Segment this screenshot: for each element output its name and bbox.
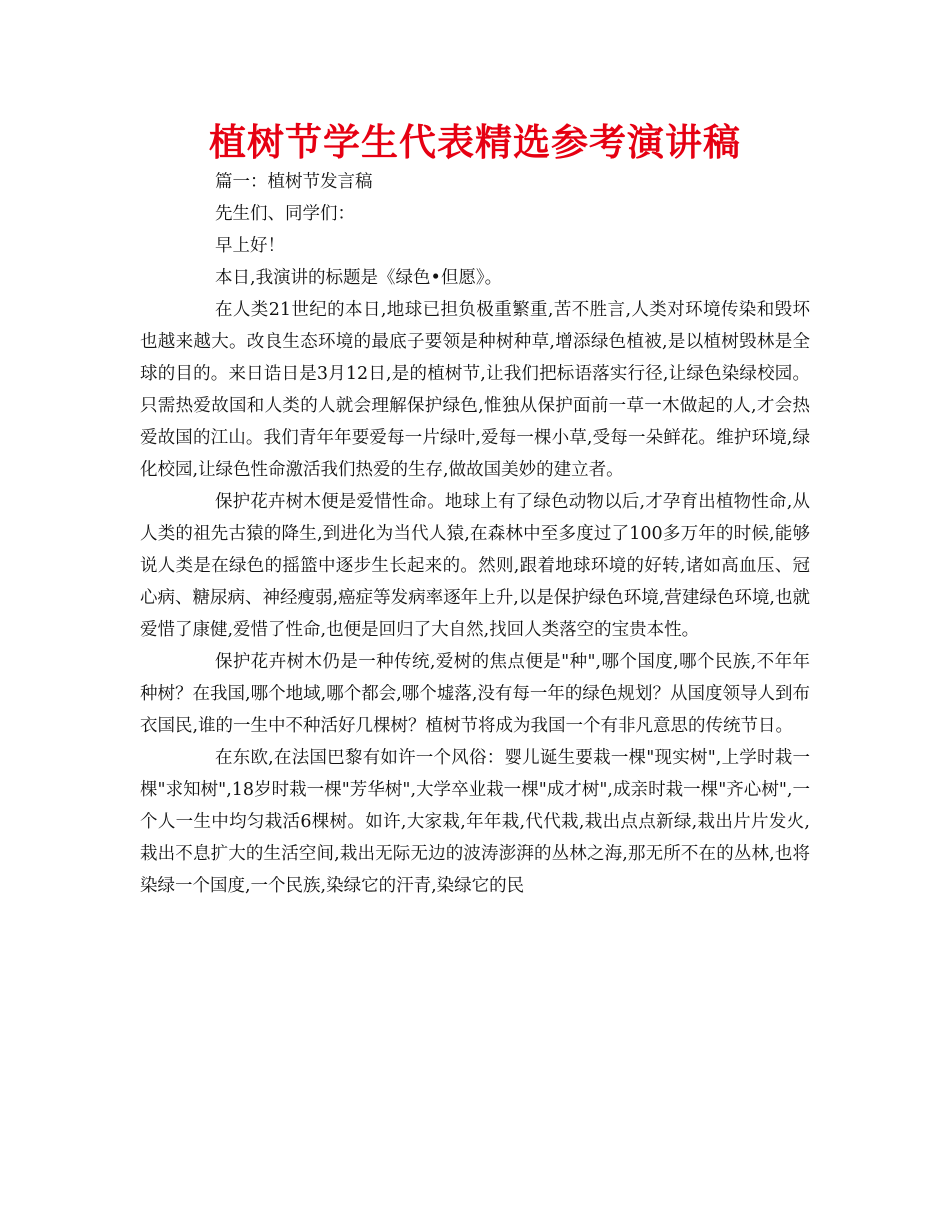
paragraph: 在东欧,在法国巴黎有如许一个风俗：婴儿诞生要栽一棵"现实树",上学时栽一棵"求知树",18岁时栽一棵"芳华树",大学卒业栽一棵"成才树",成亲时栽一棵"齐心树",一个人一生中均匀栽活6棵树。如许,大家栽,年年栽,代代栽,栽出点点新绿,栽出片片发火,栽出不息扩大的生活空间,栽出无际无边的波涛澎湃的丛林之海,那无所不在的丛林,也将染绿一个国度,一个民族,染绿它的汗青,染绿它的民: [140, 748, 810, 896]
salutation: 先生们、同学们：: [215, 204, 355, 224]
intro-line: 本日,我演讲的标题是《绿色•但愿》。: [215, 268, 503, 288]
paragraph: 保护花卉树木便是爱惜性命。地球上有了绿色动物以后,才孕育出植物性命,从人类的祖先古猿的降生,到进化为当代人猿,在森林中至多度过了100多万年的时候,能够说人类是在绿色的摇篮中逐步生长起来的。然则,跟着地球环境的好转,诸如高血压、冠心病、糖尿病、神经瘦弱,癌症等发病率逐年上升,以是保护绿色环境,营建绿色环境,也就爱惜了康健,爱惜了性命,也便是回归了大自然,找回人类落空的宝贵本性。: [140, 492, 810, 640]
document-title: 植树节学生代表精选参考演讲稿: [209, 121, 741, 164]
greeting: 早上好！: [215, 236, 285, 256]
paragraph: 在人类21世纪的本日,地球已担负极重繁重,苦不胜言,人类对环境传染和毁坏也越来越大。改良生态环境的最底子要领是种树种草,增添绿色植被,是以植树毁林是全球的目的。来日诰日是3月12日,是的植树节,让我们把标语落实行径,让绿色染绿校园。只需热爱故国和人类的人就会理解保护绿色,惟独从保护面前一草一木做起的人,才会热爱故国的江山。我们青年年要爱每一片绿叶,爱每一棵小草,受每一朵鲜花。维护环境,绿化校园,让绿色性命激活我们热爱的生存,做故国美妙的建立者。: [140, 300, 810, 480]
section-heading: 篇一：植树节发言稿: [215, 172, 373, 192]
document-body: [140, 166, 810, 902]
paragraph: 保护花卉树木仍是一种传统,爱树的焦点便是"种",哪个国度,哪个民族,不年年种树？在我国,哪个地域,哪个都会,哪个墟落,没有每一年的绿色规划？从国度领导人到布衣国民,谁的一生中不种活好几棵树？植树节将成为我国一个有非凡意思的传统节日。: [140, 652, 810, 736]
